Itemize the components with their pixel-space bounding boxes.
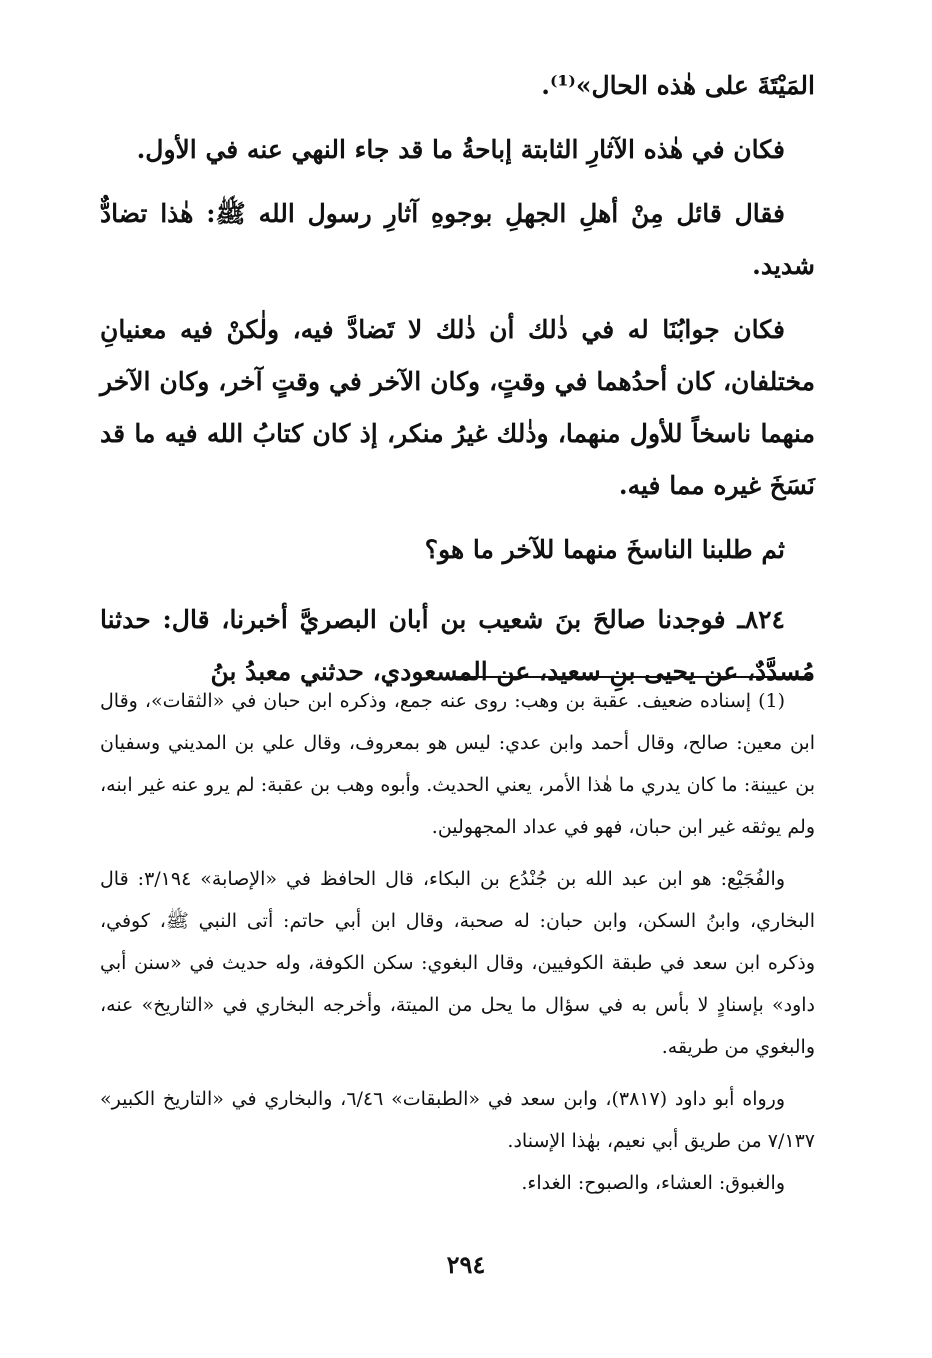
main-paragraph-1: المَيْتَةَ على هٰذه الحال»⁽¹⁾.: [541, 71, 815, 100]
footnote-2: والفُجَيْع: هو ابن عبد الله بن جُنْدُع بن البكاء، قال الحافظ في «الإصابة» ٣/١٩٤: قال البخاري، وابنُ السكن، وابن حبان: له صحبة، وقال ابن أبي حاتم: أتى النبي ﷺ، كوفي، وذكره ابن سعد في طبقة الكوفيين، وقال البغوي: سكن الكوفة، وله حديث في «سنن أبي داود» بإسنادٍ لا بأس به في سؤال ما يحل من الميتة، وأخرجه البخاري في «التاريخ» عنه، والبغوي من طريقه.: [100, 868, 815, 1058]
main-paragraph-4: فكان جوابُنَا له في ذٰلك أن ذٰلك لا تَضادَّ فيه، ولٰكنْ فيه معنيانِ مختلفان، كان أحدُهما في وقتٍ، وكان الآخر في وقتٍ آخر، وكان الآخر منهما ناسخاً للأول منهما، وذٰلك غيرُ منكر، إذ كان كتابُ الله فيه ما قد نَسَخَ غيره مما فيه.: [100, 315, 815, 500]
footnote-1: (1) إسناده ضعيف. عقبة بن وهب: روى عنه جمع، وذكره ابن حبان في «الثقات»، وقال ابن معين: صالح، وقال أحمد وابن عدي: ليس هو بمعروف، وقال علي بن المديني وسفيان بن عيينة: ما كان يدري ما هٰذا الأمر، يعني الحديث. وأبوه وهب بن عقبة: لم يرو عنه غير ابنه، ولم يوثقه غير ابن حبان، فهو في عداد المجهولين.: [100, 690, 815, 838]
footnotes: [100, 680, 815, 1204]
page-number: ٢٩٤: [446, 1250, 486, 1279]
main-paragraph-3: فقال قائل مِنْ أهلِ الجهلِ بوجوهِ آثارِ رسول الله ﷺ: هٰذا تضادٌّ شديد.: [100, 199, 815, 280]
main-paragraph-5: ثم طلبنا الناسخَ منهما للآخر ما هو؟: [424, 535, 785, 564]
footnote-4: والغبوق: العشاء، والصبوح: الغداء.: [521, 1172, 785, 1194]
footnote-separator: [452, 676, 811, 678]
main-paragraph-2: فكان في هٰذه الآثارِ الثابتة إباحةُ ما قد جاء النهي عنه في الأول.: [136, 135, 785, 164]
footnote-3: ورواه أبو داود (٣٨١٧)، وابن سعد في «الطبقات» ٦/٤٦، والبخاري في «التاريخ الكبير» ٧/١٣٧ من طريق أبي نعيم، بهٰذا الإسناد.: [100, 1088, 815, 1152]
main-text: [100, 60, 815, 698]
main-paragraph-6: ٨٢٤ـ فوجدنا صالحَ بنَ شعيب بن أبان البصريَّ أخبرنا، قال: حدثنا مُسدَّدٌ، عن يحيى بنِ سعيد، عن المسعودي، حدثني معبدُ بنُ: [100, 605, 815, 686]
